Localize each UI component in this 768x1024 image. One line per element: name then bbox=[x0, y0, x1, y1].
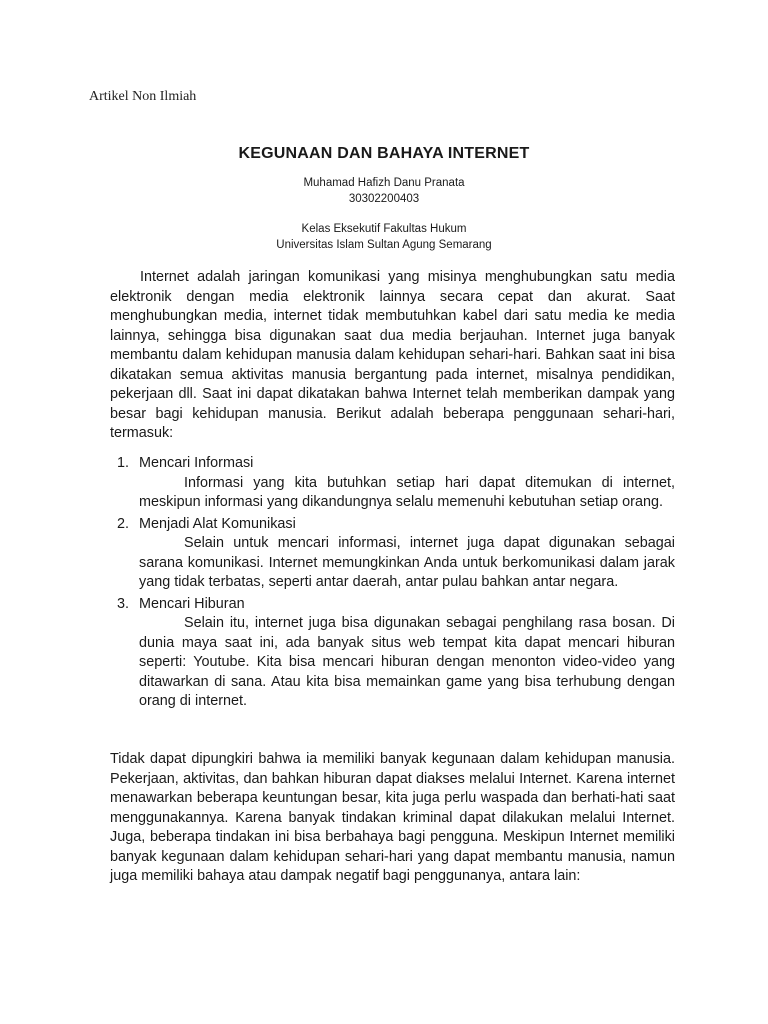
list-item-number: 3. bbox=[117, 595, 130, 612]
closing-section bbox=[110, 750, 675, 887]
closing-paragraph: Tidak dapat dipungkiri bahwa ia memiliki banyak kegunaan dalam kehidupan manusia. Pekerjaan, aktivitas, dan bahkan hiburan dapat diakses melalui Internet. Karena internet menawarkan beberapa keuntungan besar, kita juga perlu waspada dan berhati-hati saat menggunakannya. Karena banyak tindakan kriminal dapat dilakukan melalui Internet. Juga, beberapa tindakan ini bisa berbahaya bagi pengguna. Meskipun Internet memiliki banyak kegunaan dalam kehidupan sehari-hari yang dapat membantu manusia, namun juga memiliki bahaya atau dampak negatif bagi penggunanya, antara lain: bbox=[110, 751, 675, 884]
author-name: Muhamad Hafizh Danu Pranata bbox=[303, 177, 465, 189]
list-item bbox=[110, 454, 675, 513]
author-id: 30302200403 bbox=[348, 193, 420, 205]
list-item-number: 1. bbox=[117, 455, 130, 471]
list-item bbox=[110, 515, 675, 593]
article-title: KEGUNAAN DAN BAHAYA INTERNET bbox=[238, 145, 530, 162]
institution-university: Universitas Islam Sultan Agung Semarang bbox=[276, 239, 492, 251]
institution-class: Kelas Eksekutif Fakultas Hukum bbox=[301, 223, 467, 235]
usage-list bbox=[110, 454, 675, 714]
document-type-label: Artikel Non Ilmiah bbox=[89, 89, 197, 104]
institution-block bbox=[0, 221, 768, 253]
list-item-text: Informasi yang kita butuhkan setiap hari dapat ditemukan di internet, meskipun informasi yang dikandungnya selalu memenuhi kebutuhan setiap orang. bbox=[139, 474, 675, 510]
list-item-title: Mencari Informasi bbox=[139, 455, 254, 471]
list-item-title: Mencari Hiburan bbox=[139, 595, 245, 612]
list-item-title: Menjadi Alat Komunikasi bbox=[139, 515, 296, 532]
list-item bbox=[110, 595, 675, 712]
list-item-number: 2. bbox=[117, 515, 130, 532]
author-block bbox=[0, 175, 768, 207]
intro-section bbox=[110, 268, 675, 444]
intro-paragraph: Internet adalah jaringan komunikasi yang misinya menghubungkan satu media elektronik dengan media elektronik lainnya secara cepat dan akurat. Saat menghubungkan media, internet tidak membutuhkan kabel dari satu media ke media lainnya, sehingga bisa digunakan saat dua media berjauhan. Internet juga banyak membantu dalam kehidupan manusia dalam kehidupan sehari-hari. Bahkan saat ini bisa dikatakan semua aktivitas manusia bergantung pada internet, misalnya pendidikan, pekerjaan dll. Saat ini dapat dikatakan bahwa Internet telah memberikan dampak yang besar bagi kehidupan manusia. Berikut adalah beberapa penggunaan sehari-hari, termasuk: bbox=[110, 269, 675, 441]
list-item-text: Selain untuk mencari informasi, internet juga dapat digunakan sebagai sarana komunikasi. Internet memungkinkan Anda untuk berkomunikasi dalam jarak yang tidak terbatas, seperti antar daerah, antar pulau bahkan antar negara. bbox=[139, 535, 675, 590]
list-item-text: Selain itu, internet juga bisa digunakan sebagai penghilang rasa bosan. Di dunia maya saat ini, ada banyak situs web tempat kita dapat mencari hiburan seperti: Youtube. Kita bisa mencari hiburan dengan menonton video-video yang ditawarkan di sana. Atau kita bisa memainkan game yang bisa terhubung dengan orang di internet. bbox=[139, 615, 675, 709]
